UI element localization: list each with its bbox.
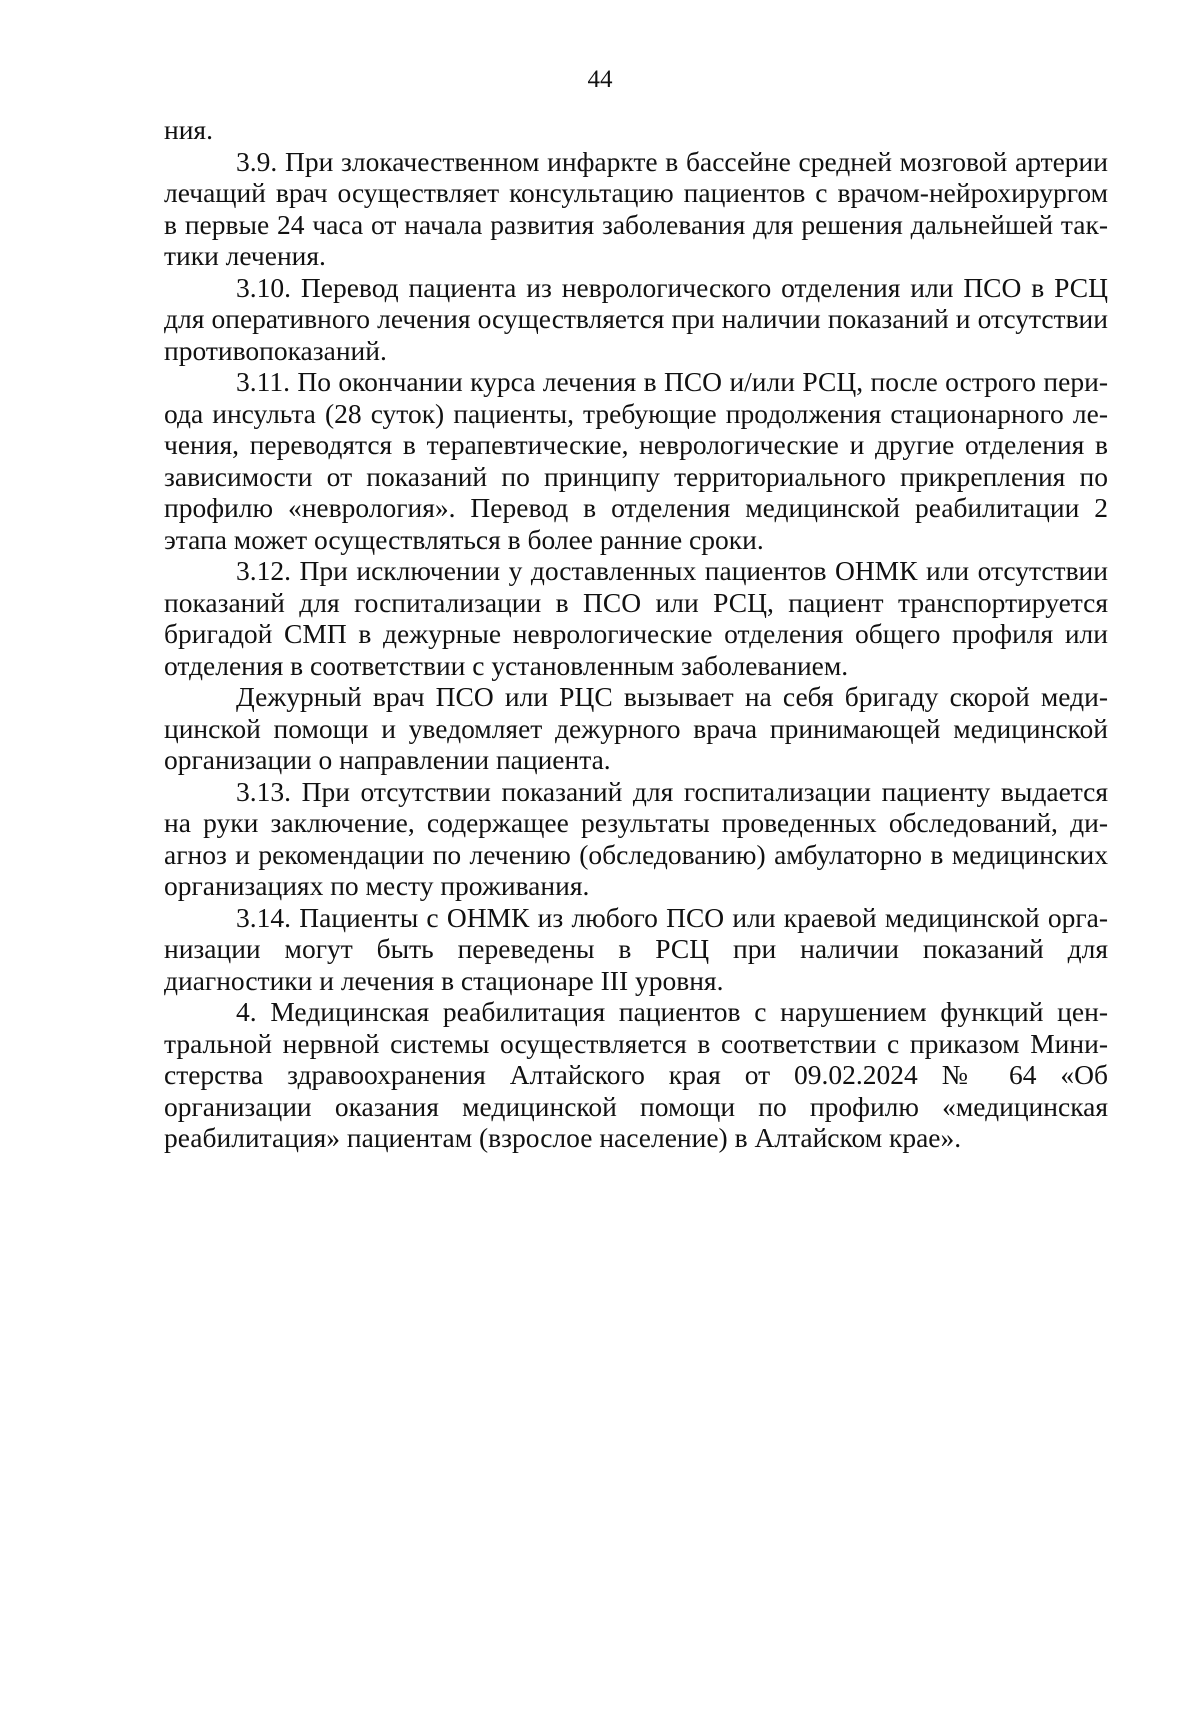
paragraph-duty-doctor: Дежурный врач ПСО или РЦС вызывает на себя бригаду скорой медицинской помощи и уведомляет дежурного врача принимающей медицинской организации о направлении пациента. bbox=[164, 681, 1108, 775]
paragraph-3-12: 3.12. При исключении у доставленных пациентов ОНМК или отсутствии показаний для госпитализации в ПСО или РСЦ, пациент транспортируется бригадой СМП в дежурные неврологические отделения общего профиля или отделения в соответствии с установленным заболеванием. bbox=[164, 555, 1108, 681]
paragraph-3-10: 3.10. Перевод пациента из неврологического отделения или ПСО в РСЦ для оперативного лечения осуществляется при наличии показаний и отсутствии противопоказаний. bbox=[164, 271, 1108, 366]
paragraph-3-13: 3.13. При отсутствии показаний для госпитализации пациенту выдается на руки заключение, содержащее результаты проведенных обследований, диагноз и рекомендации по лечению (обследованию) амбулаторно в медицинских организациях по месту проживания. bbox=[164, 775, 1108, 901]
page-number: 44 bbox=[587, 66, 613, 93]
paragraph-continuation: ния. bbox=[164, 114, 213, 145]
paragraph-3-11: 3.11. По окончании курса лечения в ПСО и/или РСЦ, после острого периода инсульта (28 суток) пациенты, требующие продолжения стационарного лечения, переводятся в терапевтические, неврологические и другие отделения в зависимости от показаний по принципу территориального прикрепления по профилю «неврология». Перевод в отделения медицинской реабилитации 2 этапа может осуществляться в более ранние сроки. bbox=[164, 366, 1108, 555]
paragraph-4: 4. Медицинская реабилитация пациентов с нарушением функций центральной нервной системы осуществляется в соответствии с приказом Министерства здравоохранения Алтайского края от 09.02.2024 № 64 «Об организации оказания медицинской помощи по профилю «медицинская реабилитация» пациентам (взрослое население) в Алтайском крае». bbox=[164, 996, 1108, 1153]
document-body bbox=[164, 114, 1108, 1154]
paragraph-3-14: 3.14. Пациенты с ОНМК из любого ПСО или краевой медицинской организации могут быть переведены в РСЦ при наличии показаний для диагностики и лечения в стационаре III уровня. bbox=[164, 901, 1108, 996]
paragraph-3-9: 3.9. При злокачественном инфаркте в бассейне средней мозговой артерии лечащий врач осуществляет консультацию пациентов с врачом-нейрохирургом в первые 24 часа от начала развития заболевания для решения дальнейшей тактики лечения. bbox=[164, 145, 1108, 271]
